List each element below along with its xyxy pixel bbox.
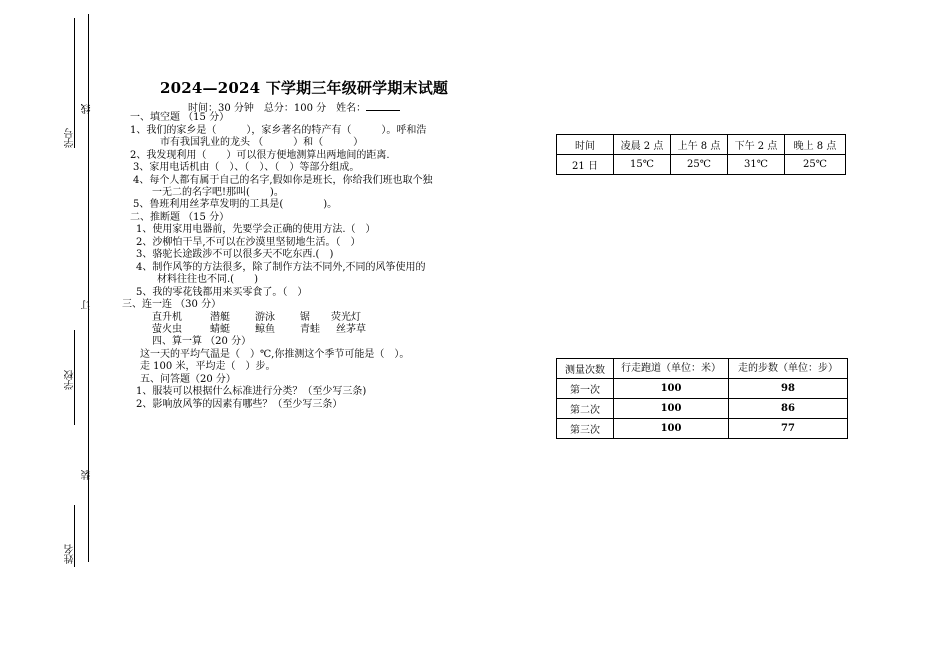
table-header-cell: 测量次数 bbox=[557, 359, 614, 379]
table-cell: 100 bbox=[614, 379, 729, 399]
table-row bbox=[557, 419, 848, 439]
question-text: 走 100 米，平均走（ ）步。 bbox=[140, 361, 276, 372]
question-text: 1、我们的家乡是（ ），家乡著名的特产有（ ）。呼和浩 bbox=[130, 125, 427, 136]
school-label: 学校 bbox=[65, 370, 76, 390]
table-cell: 100 bbox=[614, 419, 729, 439]
table-header-cell: 时间 bbox=[557, 135, 614, 155]
table-header-row bbox=[557, 135, 846, 155]
table-header-cell: 走的步数（单位：步） bbox=[729, 359, 848, 379]
table-row bbox=[557, 155, 846, 175]
table-header-cell: 凌晨 2 点 bbox=[614, 135, 671, 155]
match-item: 潜艇 bbox=[210, 312, 230, 323]
table-cell: 第二次 bbox=[557, 399, 614, 419]
match-item: 荧光灯 bbox=[331, 312, 361, 323]
match-item: 丝茅草 bbox=[336, 324, 366, 335]
question-text: 1、使用家用电器前，先要学会正确的使用方法.（ ） bbox=[136, 224, 376, 235]
question-text: 1、服装可以根据什么标准进行分类？（至少写三条) bbox=[136, 386, 367, 397]
table-cell: 15℃ bbox=[614, 155, 671, 175]
exam-info-text: 时间：30 分钟 总分：100 分 姓名： bbox=[188, 103, 367, 114]
name-blank[interactable] bbox=[366, 101, 400, 111]
question-text: 5、鲁班利用丝茅草发明的工具是( )。 bbox=[133, 199, 338, 210]
table-row bbox=[557, 399, 848, 419]
match-item: 直升机 bbox=[152, 312, 182, 323]
question-text: 一无二的名字吧!那叫( )。 bbox=[152, 187, 284, 198]
match-item: 游泳 bbox=[255, 312, 275, 323]
table-cell: 25℃ bbox=[785, 155, 846, 175]
question-text: 4、制作风筝的方法很多，除了制作方法不同外,不同的风筝使用的 bbox=[136, 262, 426, 273]
table-cell: 第三次 bbox=[557, 419, 614, 439]
table-header-cell: 下午 2 点 bbox=[728, 135, 785, 155]
table-row bbox=[557, 379, 848, 399]
match-item: 蜻蜓 bbox=[210, 324, 230, 335]
question-text: 这一天的平均气温是（ ）℃,你推测这个季节可能是（ ）。 bbox=[140, 349, 410, 360]
section-heading: 三、连一连 （30 分） bbox=[122, 299, 222, 310]
page-title: 2024—2024 下学期三年级研学期末试题 bbox=[160, 79, 449, 97]
steps-table bbox=[556, 358, 848, 439]
question-text: 3、家用电话机由（ ）、（ ）、（ ）等部分组成。 bbox=[133, 162, 360, 173]
student-id-label: 学号 bbox=[65, 128, 76, 148]
section-heading: 二、推断题 （15 分） bbox=[130, 212, 230, 223]
table-cell: 100 bbox=[614, 399, 729, 419]
line-label: 线 bbox=[82, 104, 93, 114]
question-text: 2、影响放风筝的因素有哪些？（至少写三条） bbox=[136, 399, 343, 410]
seal-label: 装 bbox=[82, 470, 93, 480]
table-header-cell: 行走跑道（单位：米） bbox=[614, 359, 729, 379]
table-header-cell: 晚上 8 点 bbox=[785, 135, 846, 155]
section-heading: 五、问答题（20 分） bbox=[140, 374, 236, 385]
question-text: 3、骆驼长途跋涉不可以很多天不吃东西.( ) bbox=[136, 249, 334, 260]
match-item: 青蛙 bbox=[300, 324, 320, 335]
question-text: 2、沙柳怕干旱,不可以在沙漠里坚韧地生活。（ ） bbox=[136, 237, 361, 248]
table-cell: 21 日 bbox=[557, 155, 614, 175]
table-cell: 25℃ bbox=[671, 155, 728, 175]
section-heading: 四、算一算 （20 分） bbox=[152, 336, 252, 347]
question-text: 市有我国乳业的龙头 （ ）和（ ） bbox=[160, 137, 364, 148]
table-cell: 98 bbox=[729, 379, 848, 399]
question-text: 材料往往也不同.( ) bbox=[157, 274, 258, 285]
table-cell: 31℃ bbox=[728, 155, 785, 175]
table-header-cell: 上午 8 点 bbox=[671, 135, 728, 155]
section-heading: 一、填空题 （15 分） bbox=[130, 112, 230, 123]
table-header-row bbox=[557, 359, 848, 379]
name-label: 姓名 bbox=[65, 544, 76, 564]
table-cell: 第一次 bbox=[557, 379, 614, 399]
table-cell: 86 bbox=[729, 399, 848, 419]
question-text: 5、我的零花钱都用来买零食了。（ ） bbox=[136, 287, 308, 298]
temperature-table bbox=[556, 134, 846, 175]
match-item: 锯 bbox=[300, 312, 310, 323]
bind-label: 订 bbox=[82, 300, 93, 310]
question-text: 4、每个人都有属于自己的名字,假如你是班长，你给我们班也取个独 bbox=[133, 175, 433, 186]
question-text: 2、我发现利用（ ）可以很方便地测算出两地间的距离. bbox=[130, 150, 390, 161]
table-cell: 77 bbox=[729, 419, 848, 439]
match-item: 鲸鱼 bbox=[255, 324, 275, 335]
match-item: 萤火虫 bbox=[152, 324, 182, 335]
